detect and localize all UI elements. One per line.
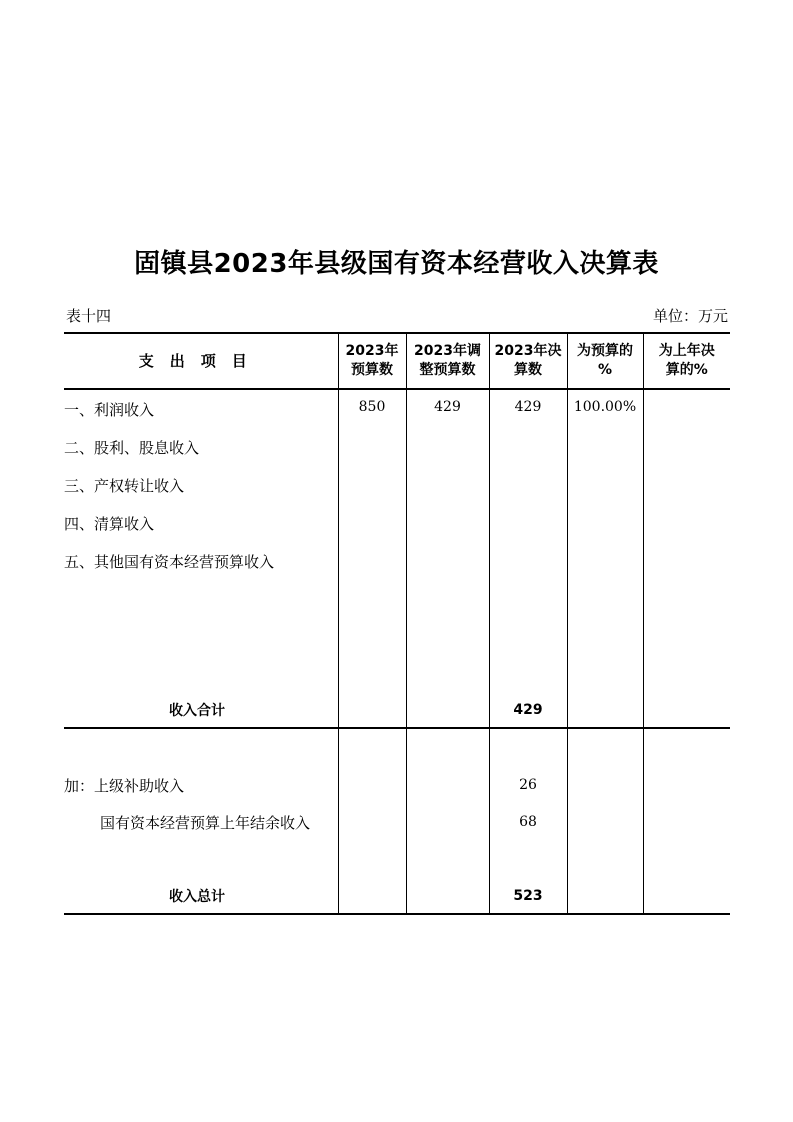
row-pct-budget [567,428,643,466]
row-pct-budget [567,542,643,580]
total-final: 523 [489,878,567,914]
total-row [64,878,730,914]
row-final [489,428,567,466]
table-row [64,542,730,580]
total-label: 收入总计 [64,878,338,914]
empty-row [64,841,730,878]
table-row [64,389,730,428]
empty-row [64,580,730,693]
row-final [489,542,567,580]
row-budget [338,542,406,580]
addition-final: 26 [489,767,567,803]
row-adjusted [406,466,489,504]
unit-label: 单位：万元 [652,307,728,325]
row-pct-budget [567,504,643,542]
page-title: 固镇县2023年县级国有资本经营收入决算表 [134,249,659,279]
addition-label: 加：上级补助收入 [64,776,185,795]
subtotal-final: 429 [489,693,567,728]
table-row [64,767,730,803]
header-pct-budget: 为预算的 % [567,333,643,389]
table-number: 表十四 [66,307,112,325]
row-budget [338,466,406,504]
row-adjusted [406,542,489,580]
subtotal-label: 收入合计 [64,693,338,728]
row-pct-budget [567,466,643,504]
row-pct-lastyear [643,466,730,504]
row-label: 二、股利、股息收入 [64,438,200,457]
row-pct-lastyear [643,504,730,542]
row-adjusted: 429 [406,389,489,428]
row-final [489,466,567,504]
empty-row [64,728,730,767]
table-row [64,466,730,504]
row-pct-budget: 100.00% [567,389,643,428]
header-adjusted: 2023年调 整预算数 [406,333,489,389]
header-row [64,333,730,389]
row-budget [338,428,406,466]
row-final [489,504,567,542]
header-pct-lastyear: 为上年决 算的% [643,333,730,389]
row-final: 429 [489,389,567,428]
table-row [64,803,730,841]
row-label: 三、产权转让收入 [64,476,185,495]
row-pct-lastyear [643,428,730,466]
row-label: 四、清算收入 [64,514,155,533]
addition-label: 国有资本经营预算上年结余收入 [100,813,311,832]
header-item: 支出项目 [64,333,338,389]
row-pct-lastyear [643,389,730,428]
row-adjusted [406,504,489,542]
row-adjusted [406,428,489,466]
row-budget: 850 [338,389,406,428]
subtotal-row [64,693,730,728]
header-budget: 2023年 预算数 [338,333,406,389]
table-row [64,504,730,542]
table-row [64,428,730,466]
header-final: 2023年决 算数 [489,333,567,389]
addition-final: 68 [489,803,567,841]
row-label: 五、其他国有资本经营预算收入 [64,552,275,571]
row-budget [338,504,406,542]
revenue-table [64,332,730,915]
row-pct-lastyear [643,542,730,580]
row-label: 一、利润收入 [64,401,155,419]
